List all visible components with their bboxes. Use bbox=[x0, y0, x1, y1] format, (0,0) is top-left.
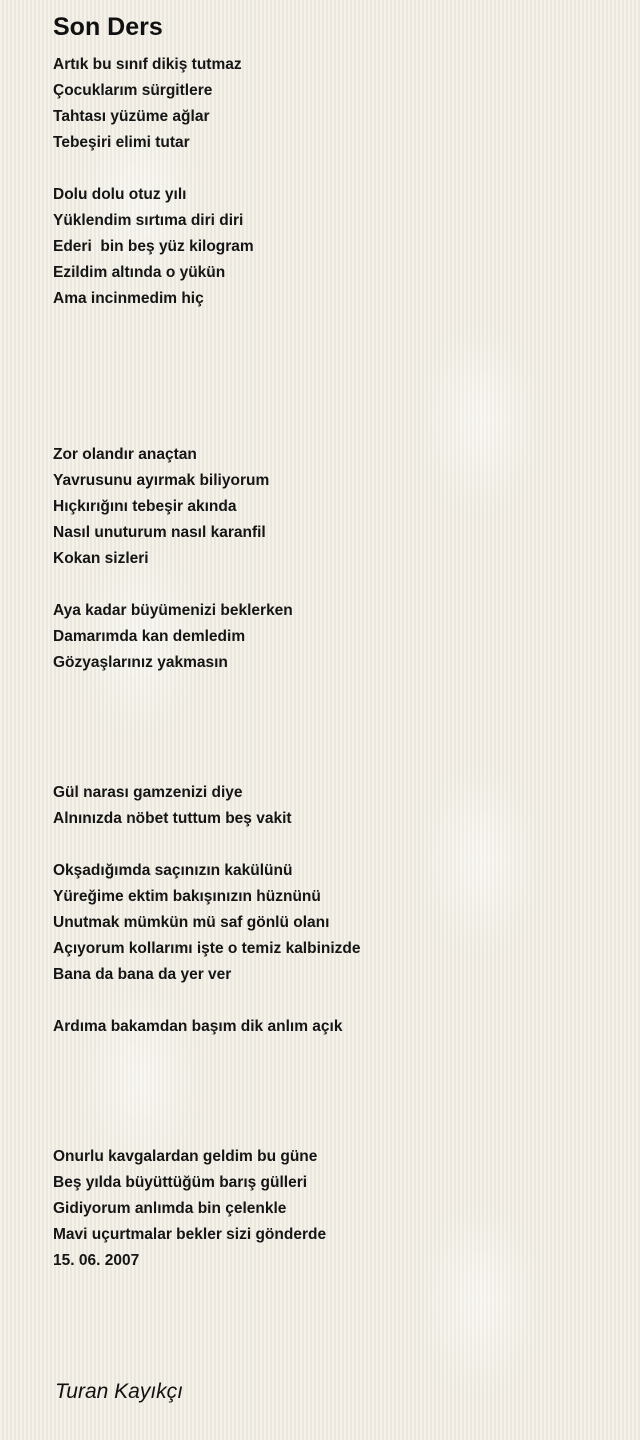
poem-author: Turan Kayıkçı bbox=[55, 1380, 183, 1403]
poem-line: Hıçkırığını tebeşir akında bbox=[53, 498, 237, 515]
poem-line: Dolu dolu otuz yılı bbox=[53, 186, 187, 203]
stanza-break bbox=[53, 416, 613, 442]
poem-line: Alnınızda nöbet tuttum beş vakit bbox=[53, 810, 292, 827]
poem-line: Ederi bin beş yüz kilogram bbox=[53, 238, 254, 255]
poem-line: Nasıl unuturum nasıl karanfil bbox=[53, 524, 266, 541]
stanza-break bbox=[53, 702, 613, 728]
poem-line: Bana da bana da yer ver bbox=[53, 966, 232, 983]
poem-line: Gül narası gamzenizi diye bbox=[53, 784, 243, 801]
stanza-break bbox=[53, 338, 613, 364]
stanza-break bbox=[53, 754, 613, 780]
stanza-break bbox=[53, 988, 613, 1014]
stanza-break bbox=[53, 1118, 613, 1144]
poem-line: Tebeşiri elimi tutar bbox=[53, 134, 190, 151]
poem-line: Beş yılda büyüttüğüm barış gülleri bbox=[53, 1174, 308, 1191]
stanza-break bbox=[53, 312, 613, 338]
poem-line: Ama incinmedim hiç bbox=[53, 290, 204, 307]
poem-line: Yüreğime ektim bakışınızın hüznünü bbox=[53, 888, 321, 905]
poem-line: Kokan sizleri bbox=[53, 550, 149, 567]
poem-line: Gidiyorum anlımda bin çelenkle bbox=[53, 1200, 287, 1217]
poem-line: Onurlu kavgalardan geldim bu güne bbox=[53, 1148, 318, 1165]
stanza-break bbox=[53, 1040, 613, 1066]
poem-line: Gözyaşlarınız yakmasın bbox=[53, 654, 228, 671]
poem-line: Okşadığımda saçınızın kakülünü bbox=[53, 862, 293, 879]
poem-line: Damarımda kan demledim bbox=[53, 628, 246, 645]
poem-line: Aya kadar büyümenizi beklerken bbox=[53, 602, 293, 619]
poem-line: Zor olandır anaçtan bbox=[53, 446, 197, 463]
poem-line: Yavrusunu ayırmak biliyorum bbox=[53, 472, 270, 489]
poem-body bbox=[53, 52, 613, 1274]
stanza-break bbox=[53, 676, 613, 702]
stanza-break bbox=[53, 832, 613, 858]
poem-line: 15. 06. 2007 bbox=[53, 1252, 140, 1269]
stanza-break bbox=[53, 728, 613, 754]
stanza-break bbox=[53, 364, 613, 390]
poem-line: Yüklendim sırtıma diri diri bbox=[53, 212, 244, 229]
poem-line: Çocuklarım sürgitlere bbox=[53, 82, 213, 99]
poem-line: Ardıma bakamdan başım dik anlım açık bbox=[53, 1018, 343, 1035]
stanza-break bbox=[53, 572, 613, 598]
stanza-break bbox=[53, 390, 613, 416]
poem-line: Unutmak mümkün mü saf gönlü olanı bbox=[53, 914, 330, 931]
stanza-break bbox=[53, 156, 613, 182]
poem-line: Tahtası yüzüme ağlar bbox=[53, 108, 210, 125]
poem-line: Ezildim altında o yükün bbox=[53, 264, 226, 281]
poem-line: Artık bu sınıf dikiş tutmaz bbox=[53, 56, 242, 73]
poem-line: Açıyorum kollarımı işte o temiz kalbinizde bbox=[53, 940, 361, 957]
poem-title: Son Ders bbox=[53, 13, 163, 41]
stanza-break bbox=[53, 1066, 613, 1092]
poem-line: Mavi uçurtmalar bekler sizi gönderde bbox=[53, 1226, 327, 1243]
stanza-break bbox=[53, 1092, 613, 1118]
